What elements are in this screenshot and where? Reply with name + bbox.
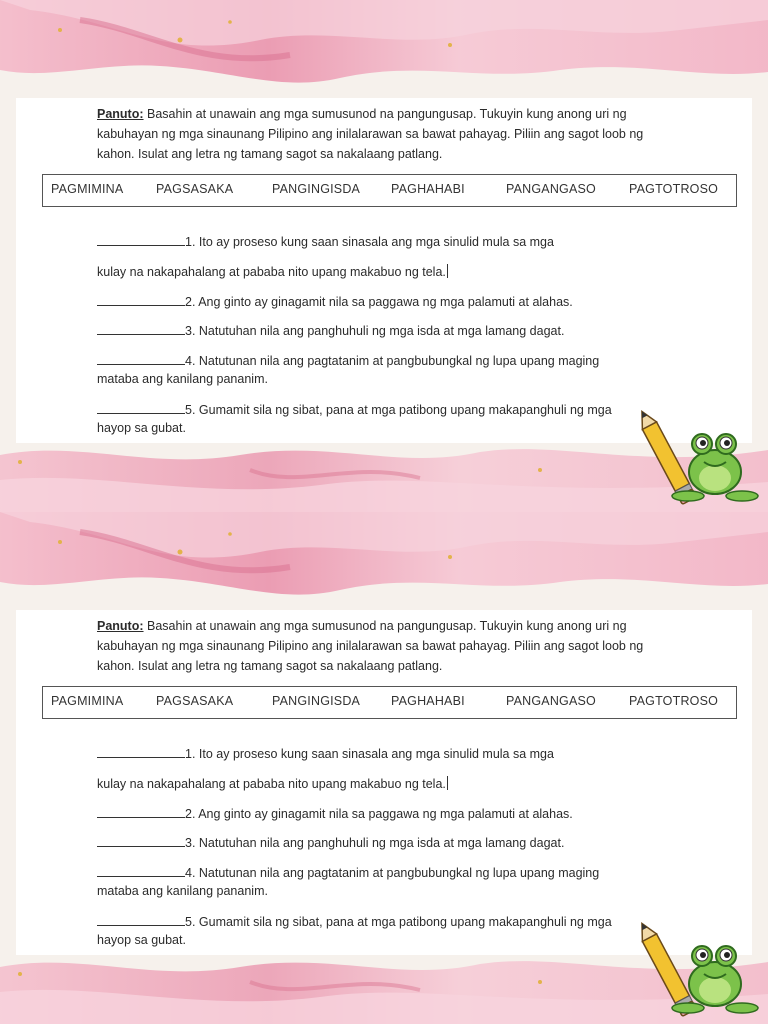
answer-blank[interactable]: [97, 746, 185, 758]
question-item-4-continued: [97, 372, 268, 386]
question-item-4-continued: [97, 884, 268, 898]
question-text: hayop sa gubat.: [97, 421, 186, 435]
question-text: kulay na nakapahalang at pababa nito upang makabuo ng tela.: [97, 265, 446, 279]
question-item-5: [97, 402, 612, 417]
choice-word: PANGANGASO: [506, 694, 596, 708]
question-text: 1. Ito ay proseso kung saan sinasala ang mga sinulid mula sa mga: [185, 747, 554, 761]
question-item-5-continued: [97, 421, 186, 435]
answer-blank[interactable]: [97, 294, 185, 306]
question-text: 3. Natutuhan nila ang panghuhuli ng mga isda at mga lamang dagat.: [185, 324, 565, 338]
question-text: 4. Natutunan nila ang pagtatanim at pangbubungkal ng lupa upang maging: [185, 354, 600, 368]
question-text: kulay na nakapahalang at pababa nito upang makabuo ng tela.: [97, 777, 446, 791]
question-text: 4. Natutunan nila ang pagtatanim at pangbubungkal ng lupa upang maging: [185, 866, 600, 880]
answer-blank[interactable]: [97, 353, 185, 365]
question-item-5: [97, 914, 612, 929]
question-item-1: [97, 234, 554, 249]
choice-word: PAGHAHABI: [391, 694, 465, 708]
question-text: 2. Ang ginto ay ginagamit nila sa paggawa ng mga palamuti at alahas.: [185, 807, 573, 821]
answer-blank[interactable]: [97, 865, 185, 877]
question-item-1: [97, 746, 554, 761]
directions-label: Panuto:: [97, 107, 144, 121]
answer-blank[interactable]: [97, 914, 185, 926]
question-item-3: [97, 323, 564, 338]
frog-with-pencil-icon: [630, 922, 760, 1022]
question-text: hayop sa gubat.: [97, 933, 186, 947]
choice-word: PAGTOTROSO: [629, 182, 719, 196]
choice-word: PAGMIMINA: [51, 182, 124, 196]
choice-word: PANGANGASO: [506, 182, 596, 196]
directions: [97, 616, 677, 676]
question-item-3: [97, 835, 564, 850]
question-text: 1. Ito ay proseso kung saan sinasala ang mga sinulid mula sa mga: [185, 235, 554, 249]
answer-blank[interactable]: [97, 806, 185, 818]
text-cursor: [447, 776, 448, 790]
question-item-1-continued: [97, 776, 448, 791]
worksheet-bottom: [0, 512, 768, 1024]
choice-word: PAGSASAKA: [156, 694, 234, 708]
choice-word: PANGINGISDA: [272, 182, 361, 196]
question-item-2: [97, 806, 573, 821]
question-item-2: [97, 294, 573, 309]
choice-word: PAGMIMINA: [51, 694, 124, 708]
directions-label: Panuto:: [97, 619, 144, 633]
frog-with-pencil-icon: [630, 410, 760, 510]
question-text: 5. Gumamit sila ng sibat, pana at mga patibong upang makapanghuli ng mga: [185, 403, 612, 417]
question-text: 3. Natutuhan nila ang panghuhuli ng mga isda at mga lamang dagat.: [185, 836, 565, 850]
choice-word: PAGHAHABI: [391, 182, 465, 196]
text-cursor: [447, 264, 448, 278]
question-item-4: [97, 353, 599, 368]
choices-box: [42, 174, 737, 207]
question-text: 2. Ang ginto ay ginagamit nila sa paggawa ng mga palamuti at alahas.: [185, 295, 573, 309]
question-item-5-continued: [97, 933, 186, 947]
question-text: mataba ang kanilang pananim.: [97, 372, 268, 386]
answer-blank[interactable]: [97, 234, 185, 246]
choice-word: PAGSASAKA: [156, 182, 234, 196]
question-item-1-continued: [97, 264, 448, 279]
question-item-4: [97, 865, 599, 880]
question-text: 5. Gumamit sila ng sibat, pana at mga patibong upang makapanghuli ng mga: [185, 915, 612, 929]
answer-blank[interactable]: [97, 323, 185, 335]
directions: [97, 104, 677, 164]
directions-text: Basahin at unawain ang mga sumusunod na pangungusap. Tukuyin kung anong uri ng kabuhayan ng mga sinaunang Pilipino ang inilalarawan sa bawat pahayag. Piliin ang sagot loob ng kahon. Isulat ang letra ng tamang sagot sa nakalaang patlang.: [97, 619, 644, 673]
answer-blank[interactable]: [97, 402, 185, 414]
directions-text: Basahin at unawain ang mga sumusunod na pangungusap. Tukuyin kung anong uri ng kabuhayan ng mga sinaunang Pilipino ang inilalarawan sa bawat pahayag. Piliin ang sagot loob ng kahon. Isulat ang letra ng tamang sagot sa nakalaang patlang.: [97, 107, 644, 161]
choice-word: PANGINGISDA: [272, 694, 361, 708]
choices-box: [42, 686, 737, 719]
question-text: mataba ang kanilang pananim.: [97, 884, 268, 898]
choice-word: PAGTOTROSO: [629, 694, 719, 708]
answer-blank[interactable]: [97, 835, 185, 847]
